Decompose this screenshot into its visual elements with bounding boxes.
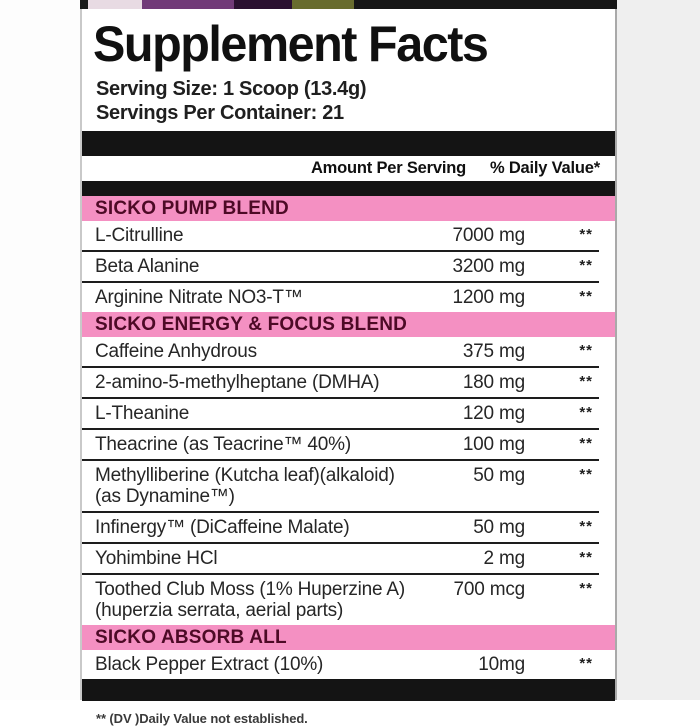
ingredient-name: Toothed Club Moss (1% Huperzine A) (95, 579, 406, 600)
ingredient-name-cell (82, 368, 435, 397)
ingredient-name-cell (82, 399, 435, 428)
divider-bar-top (82, 131, 615, 156)
ingredient-subname: (huperzia serrata, aerial parts) (95, 600, 344, 621)
ingredient-row (82, 511, 599, 542)
ingredient-name: L-Theanine (95, 403, 190, 424)
ingredient-amount: 2 mg (483, 548, 525, 569)
ingredient-name: Caffeine Anhydrous (95, 341, 257, 362)
photo-strip-segment-olive-green (292, 0, 354, 9)
ingredient-name: L-Citrulline (95, 225, 184, 246)
ingredient-row (82, 221, 599, 250)
ingredient-amount: 50 mg (473, 517, 525, 538)
photo-strip-segment-black (354, 0, 617, 9)
column-amount-per-serving: Amount Per Serving (310, 159, 466, 177)
ingredient-row (82, 459, 599, 511)
ingredient-daily-value: ** (579, 549, 593, 566)
ingredient-amount: 1200 mg (452, 287, 525, 308)
ingredient-name-cell (82, 575, 435, 625)
ingredient-name-cell (82, 650, 435, 679)
daily-value-footnote: ** (DV )Daily Value not established. (96, 711, 308, 726)
divider-bar-bottom (82, 679, 615, 701)
ingredient-row (82, 281, 599, 312)
ingredient-amount: 180 mg (462, 372, 525, 393)
blend-rows (82, 221, 615, 312)
photo-strip-segment-pale-pink (88, 0, 142, 9)
ingredient-daily-value: ** (579, 373, 593, 390)
serving-size: Serving Size: 1 Scoop (13.4g) (96, 78, 367, 100)
ingredient-row (82, 428, 599, 459)
ingredient-amount: 375 mg (462, 341, 525, 362)
page-right-margin (617, 0, 700, 700)
ingredient-name-cell (82, 283, 435, 312)
serving-info (96, 77, 615, 125)
blend-section (82, 625, 615, 679)
ingredient-daily-value: ** (579, 404, 593, 421)
ingredient-name-cell (82, 544, 435, 573)
ingredient-daily-value: ** (579, 257, 593, 274)
ingredient-amount: 100 mg (462, 434, 525, 455)
ingredient-row (82, 337, 599, 366)
ingredient-daily-value: ** (579, 342, 593, 359)
product-photo-strip (80, 0, 617, 9)
ingredient-name-cell (82, 221, 435, 250)
ingredient-daily-value: ** (579, 466, 593, 483)
ingredient-daily-value: ** (579, 226, 593, 243)
blend-rows (82, 650, 615, 679)
ingredient-daily-value: ** (579, 580, 593, 597)
ingredient-row (82, 366, 599, 397)
ingredient-name: 2-amino-5-methylheptane (DMHA) (95, 372, 380, 393)
ingredient-amount: 3200 mg (452, 256, 525, 277)
column-daily-value: % Daily Value* (489, 159, 600, 177)
supplement-facts-panel (80, 9, 617, 726)
ingredient-name: Arginine Nitrate NO3-T™ (95, 287, 303, 308)
ingredient-name-cell (82, 513, 435, 542)
panel-title: Supplement Facts (93, 16, 488, 72)
ingredient-amount: 120 mg (462, 403, 525, 424)
ingredient-daily-value: ** (579, 288, 593, 305)
ingredient-daily-value: ** (579, 655, 593, 672)
blend-section (82, 312, 615, 625)
ingredient-name-cell (82, 252, 435, 281)
ingredient-row (82, 650, 599, 679)
ingredient-name: Methylliberine (Kutcha leaf)(alkaloid) (95, 465, 395, 486)
blend-section (82, 196, 615, 312)
column-headers (82, 156, 615, 181)
ingredient-name: Infinergy™ (DiCaffeine Malate) (95, 517, 350, 538)
blend-header: SICKO PUMP BLEND (82, 196, 615, 221)
ingredient-row (82, 542, 599, 573)
ingredient-name: Beta Alanine (95, 256, 200, 277)
ingredient-amount: 50 mg (473, 465, 525, 486)
ingredient-row (82, 573, 599, 625)
servings-per-container: Servings Per Container: 21 (96, 102, 344, 124)
blend-header: SICKO ABSORB ALL (82, 625, 615, 650)
ingredient-daily-value: ** (579, 435, 593, 452)
ingredient-name: Theacrine (as Teacrine™ 40%) (95, 434, 351, 455)
photo-strip-segment-black-edge (80, 0, 88, 9)
ingredient-row (82, 397, 599, 428)
ingredient-subname: (as Dynamine™) (95, 486, 235, 507)
ingredient-name-cell (82, 430, 435, 459)
blend-rows (82, 337, 615, 625)
ingredient-name-cell (82, 337, 435, 366)
ingredient-row (82, 250, 599, 281)
divider-bar-mid (82, 181, 615, 196)
ingredient-name: Yohimbine HCl (95, 548, 218, 569)
ingredient-sections (82, 196, 615, 679)
ingredient-name: Black Pepper Extract (10%) (95, 654, 324, 675)
ingredient-amount: 7000 mg (452, 225, 525, 246)
ingredient-amount: 10mg (478, 654, 525, 675)
photo-strip-segment-purple (142, 0, 234, 9)
ingredient-daily-value: ** (579, 518, 593, 535)
ingredient-name-cell (82, 461, 435, 511)
photo-strip-segment-dark-purple (234, 0, 292, 9)
ingredient-amount: 700 mcg (453, 579, 525, 600)
blend-header: SICKO ENERGY & FOCUS BLEND (82, 312, 615, 337)
